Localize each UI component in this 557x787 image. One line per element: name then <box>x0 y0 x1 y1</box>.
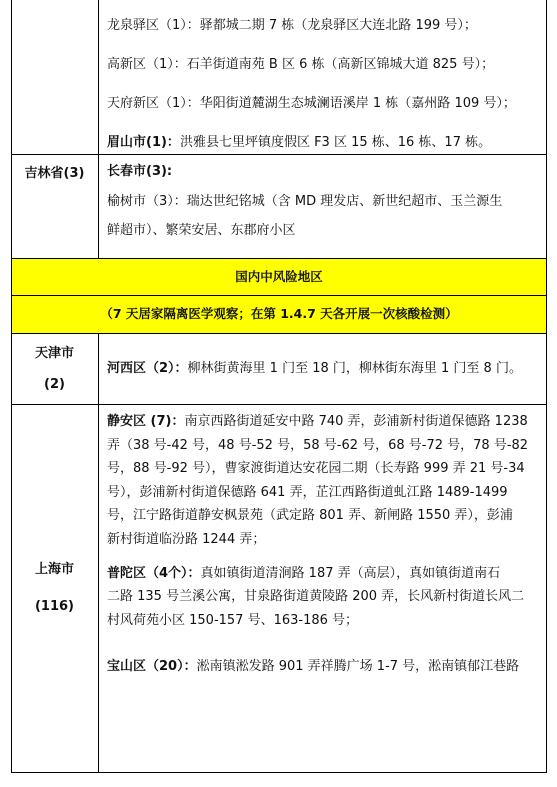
row-divider <box>11 295 547 296</box>
city-label-meishan: 眉山市(1)： <box>107 135 180 150</box>
city-label-changchun: 长春市(3): <box>107 164 173 179</box>
jilin-detail-cell <box>107 160 543 243</box>
jingan-entry-line: 号，88 号-92 号），曹家渡街道达安花园二期（长寿路 999 弄 21 号-34 <box>107 461 525 476</box>
baoshan-entry: 淞南镇淞发路 901 弄祥腾广场 1-7 号，淞南镇郁江巷路 <box>196 658 520 674</box>
district-label-baoshan: 宝山区（20）： <box>107 658 197 674</box>
district-label-putuo: 普陀区（4个）： <box>107 565 201 581</box>
jingan-entry: 南京西路街道延安中路 740 弄，彭浦新村街道保德路 1238 <box>184 414 528 429</box>
shanghai-detail-cell <box>107 410 543 678</box>
row-divider <box>11 333 547 334</box>
meishan-entry: 洪雅县七里坪镇度假区 F3 区 15 栋、16 栋、17 栋。 <box>179 135 492 150</box>
district-entry: 龙泉驿区（1）：驿都城二期 7 栋（龙泉驿区大连北路 199 号）； <box>107 18 477 33</box>
jingan-entry-line: 新村街道临汾路 1244 弄； <box>107 531 266 547</box>
district-entry: 天府新区（1）：华阳街道麓湖生态城澜语溪岸 1 栋（嘉州路 109 号）； <box>107 96 516 111</box>
table-border-bottom <box>11 772 547 773</box>
province-count-shanghai: (116) <box>34 599 75 614</box>
province-name-tianjin: 天津市 <box>34 346 74 361</box>
tianjin-detail-cell <box>107 357 543 381</box>
district-entry <box>107 131 543 155</box>
column-divider <box>98 333 99 773</box>
district-entry: 高新区（1）：石羊街道南苑 B 区 6 栋（高新区锦城大道 825 号）； <box>107 57 495 72</box>
hexi-entry: 柳林街黄海里 1 门至 18 门，柳林街东海里 1 门至 8 门。 <box>187 361 522 376</box>
putuo-entry-line: 二路 135 号兰溪公寓，甘泉路街道黄陵路 200 弄，长风新村街道长风二 <box>107 589 525 604</box>
jingan-entry-line: 弄（38 号-42 号，48 号-52 号，58 号-62 号，68 号-72 号，78 号-82 <box>107 437 529 453</box>
province-name-shanghai: 上海市 <box>34 562 74 577</box>
section-title: 国内中风险地区 <box>235 269 323 284</box>
jingan-entry-line: 号，江宁路街道静安枫景苑（武定路 801 弄、新闸路 1550 弄），彭浦 <box>107 508 513 523</box>
putuo-entry: 真如镇街道清涧路 187 弄（高层），真如镇街道南石 <box>200 565 501 581</box>
district-label-hexi: 河西区（2）： <box>107 361 188 376</box>
district-entry: 鲜超市）、繁荣安居、东郡府小区 <box>107 223 296 238</box>
table-border-right <box>546 0 547 773</box>
sichuan-continuation-cell <box>107 14 543 155</box>
row-divider <box>11 258 547 259</box>
province-name-jilin: 吉林省(3) <box>24 166 85 181</box>
row-divider <box>11 404 547 405</box>
putuo-entry-line: 村风荷苑小区 150-157 号、163-186 号； <box>107 612 359 628</box>
section-subtitle: （7 天居家隔离医学观察；在第 1.4.7 天各开展一次核酸检测） <box>100 306 458 321</box>
district-label-jingan: 静安区 (7)： <box>107 414 185 429</box>
column-divider <box>98 0 99 258</box>
province-count-tianjin: (2) <box>44 377 65 392</box>
jingan-entry-line: 号），彭浦新村街道保德路 641 弄，芷江西路街道虬江路 1489-1499 <box>107 484 508 500</box>
district-entry: 榆树市（3）：瑞达世纪铭城（含 MD 理发店、新世纪超市、玉兰源生 <box>107 194 503 209</box>
